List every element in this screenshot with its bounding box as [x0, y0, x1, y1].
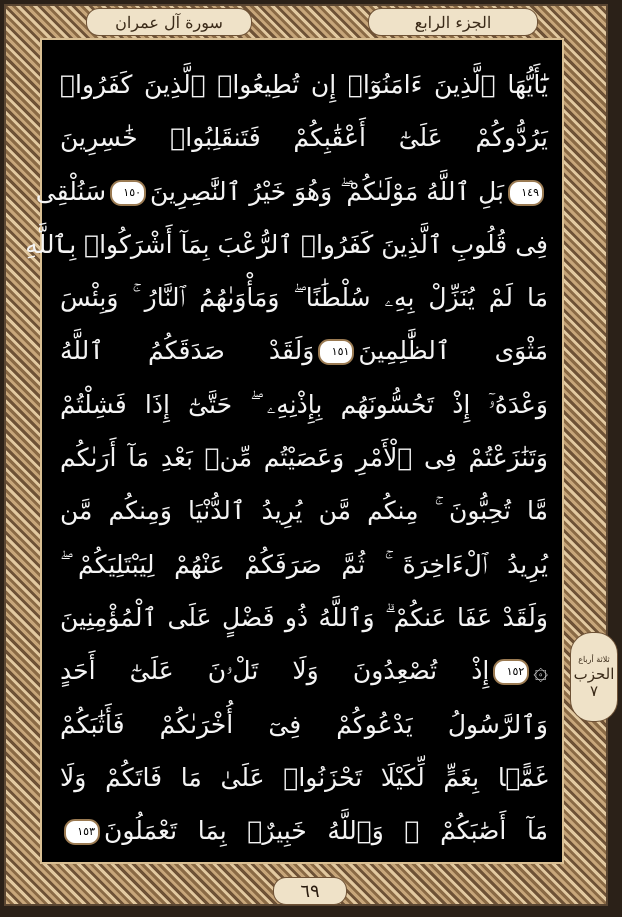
verse-line	[60, 271, 548, 324]
verse-text: بَلِ ٱللَّهُ مَوْلَىٰكُمْ ۖ وَهُوَ خَيْرُ ٱلنَّٰصِرِينَ	[150, 176, 504, 206]
verse-text: يَٰٓأَيُّهَا ٱلَّذِينَ ءَامَنُوٓا۟ إِن تُطِيعُوا۟ ٱلَّذِينَ كَفَرُوا۟	[60, 70, 548, 99]
verse-text: وَٱلرَّسُولُ يَدْعُوكُمْ فِىٓ أُخْرَىٰكُمْ فَأَثَٰبَكُمْ	[60, 709, 548, 739]
verse-line	[60, 698, 548, 751]
verse-line	[60, 431, 548, 484]
hizb-quarter: ثلاثة أرباع	[578, 655, 610, 664]
juz-name: الجزء الرابع	[414, 12, 492, 32]
page-number-badge	[273, 877, 347, 905]
verse-line	[60, 644, 548, 697]
verse-line	[60, 324, 548, 377]
verse-line	[25, 218, 548, 271]
verse-text: مَا لَمْ يُنَزِّلْ بِهِۦ سُلْطَٰنًا ۖ وَمَأْوَىٰهُمُ ٱلنَّارُ ۚ وَبِئْسَ	[60, 283, 548, 313]
page-number: ٦٩	[300, 880, 320, 902]
verse-line	[60, 378, 548, 431]
verse-text: يَرُدُّوكُمْ عَلَىٰٓ أَعْقَٰبِكُمْ فَتَنقَلِبُوا۟ خَٰسِرِينَ	[60, 123, 548, 153]
verse-text: يُرِيدُ ٱلْءَاخِرَةَ ۚ ثُمَّ صَرَفَكُمْ عَنْهُمْ لِيَبْتَلِيَكُمْ ۖ	[60, 549, 548, 579]
verse-text: فِى قُلُوبِ ٱلَّذِينَ كَفَرُوا۟ ٱلرُّعْبَ بِمَآ أَشْرَكُوا۟ بِٱللَّهِ	[25, 229, 548, 259]
verse-text: وَتَنَٰزَعْتُمْ فِى ٱلْأَمْرِ وَعَصَيْتُم مِّنۢ بَعْدِ مَآ أَرَىٰكُم	[60, 443, 548, 473]
verse-text: مَثْوَى ٱلظَّٰلِمِينَ	[358, 336, 548, 366]
ayah-number-marker: ١٥٢	[493, 659, 529, 685]
verse-line	[60, 538, 548, 591]
ayah-number-marker: ١٥٣	[64, 819, 100, 845]
verse-text: مَآ أَصَٰبَكُمْ ۗ وَٱللَّهُ خَبِيرٌۢ بِمَا تَعْمَلُونَ	[104, 816, 548, 846]
ayah-number-marker: ١٥٠	[110, 180, 146, 206]
ayah-number-marker: ١٥١	[318, 339, 354, 365]
verse-line	[60, 484, 548, 537]
ayah-number-marker: ١٤٩	[508, 180, 544, 206]
verse-text: وَلَقَدْ عَفَا عَنكُمْ ۗ وَٱللَّهُ ذُو فَضْلٍ عَلَى ٱلْمُؤْمِنِينَ	[60, 602, 548, 632]
juz-label	[368, 8, 538, 36]
verse-line	[35, 165, 548, 218]
verse-text: وَعْدَهُۥٓ إِذْ تَحُسُّونَهُم بِإِذْنِهِۦ ۖ حَتَّىٰٓ إِذَا فَشِلْتُمْ	[60, 389, 548, 419]
verse-text-block	[25, 58, 548, 858]
hizb-number: ٧	[589, 682, 599, 700]
hizb-badge	[570, 632, 618, 722]
verse-text: مَّا تُحِبُّونَ ۚ مِنكُم مَّن يُرِيدُ ٱلدُّنْيَا وَمِنكُم مَّن	[60, 496, 548, 526]
verse-line	[60, 58, 548, 111]
surah-name: سورة آل عمران	[115, 12, 223, 32]
surah-name-label	[86, 8, 252, 36]
verse-text: غَمًّۢا بِغَمٍّ لِّكَيْلَا تَحْزَنُوا۟ عَلَىٰ مَا فَاتَكُمْ وَلَا	[60, 762, 548, 792]
verse-line	[60, 591, 548, 644]
verse-text-continuation: وَلَقَدْ صَدَقَكُمُ ٱللَّهُ	[60, 336, 315, 366]
verse-text: إِذْ تُصْعِدُونَ وَلَا تَلْۥنَ عَلَىٰٓ أَحَدٍ	[60, 656, 490, 686]
hizb-word: الحزب	[573, 665, 615, 683]
hizb-sign-icon: ۞	[533, 656, 548, 686]
verse-line	[60, 804, 548, 857]
verse-text-continuation: سَنُلْقِى	[35, 176, 107, 206]
verse-line	[60, 111, 548, 164]
verse-line	[60, 751, 548, 804]
